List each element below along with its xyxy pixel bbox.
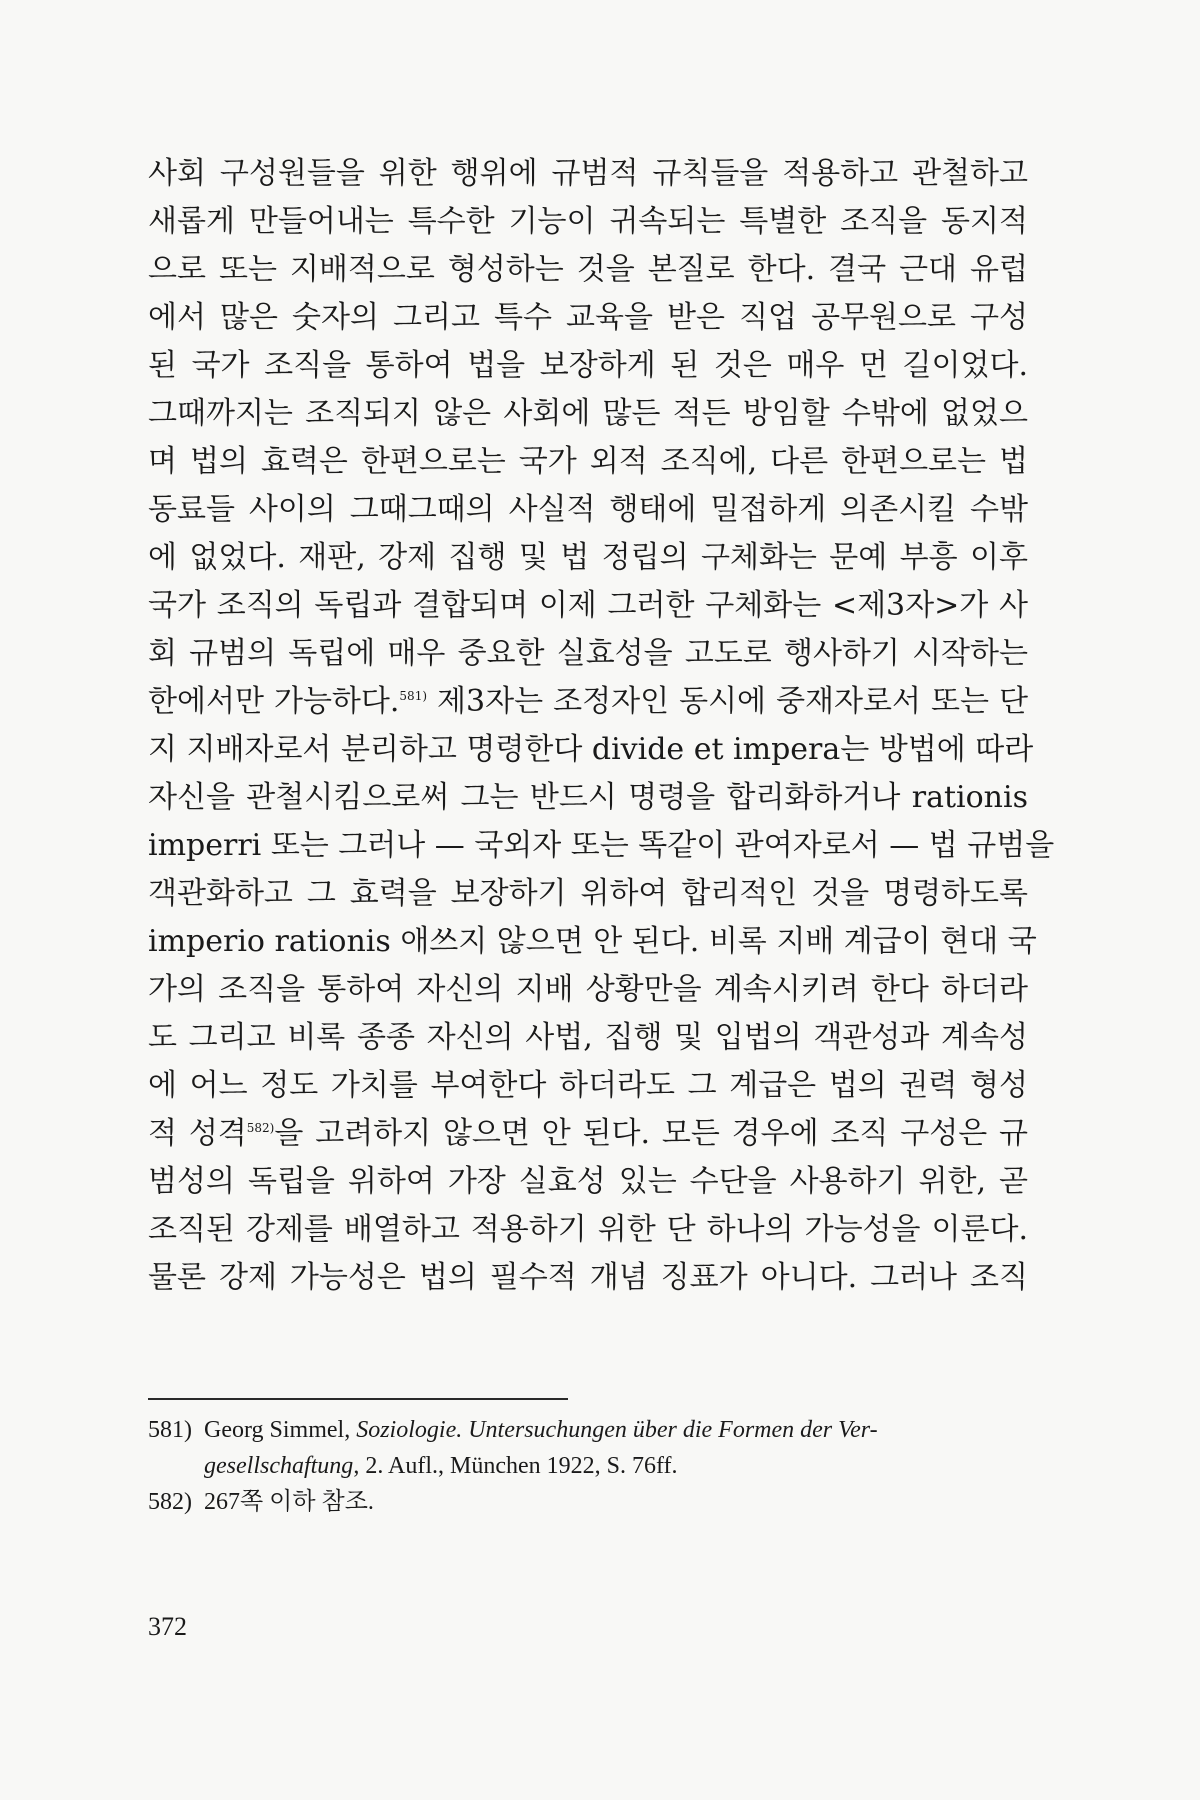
text-line: 가의 조직을 통하여 자신의 지배 상황만을 계속시키려 한다 하더라 [148, 972, 1028, 1007]
page-number: 372 [148, 1612, 187, 1641]
text-line-with-footnote-ref [148, 678, 1028, 726]
footnote-582 [148, 1484, 1028, 1520]
footnote-divider [148, 1398, 568, 1400]
text-line: imperio rationis 애쓰지 않으면 안 된다. 비록 지배 계급이 현대 국 [148, 924, 1037, 959]
body-text [148, 150, 1055, 1302]
text-line: 회 규범의 독립에 매우 중요한 실효성을 고도로 행사하기 시작하는 [148, 636, 1028, 671]
text-line: 새롭게 만들어내는 특수한 기능이 귀속되는 특별한 조직을 동지적 [148, 204, 1028, 239]
text-segment: 적 성격 [148, 1116, 247, 1151]
text-line: 에 어느 정도 가치를 부여한다 하더라도 그 계급은 법의 권력 형성 [148, 1068, 1028, 1103]
text-line: 객관화하고 그 효력을 보장하기 위하여 합리적인 것을 명령하도록 [148, 876, 1028, 911]
text-line: 지 지배자로서 분리하고 명령한다 divide et impera는 방법에 따라 [148, 732, 1034, 767]
text-line: imperri 또는 그러나 — 국외자 또는 똑같이 관여자로서 — 법 규범을 [148, 828, 1055, 863]
text-line: 에 없었다. 재판, 강제 집행 및 법 정립의 구체화는 문예 부흥 이후 [148, 540, 1028, 575]
text-segment: 제3자는 조정자인 동시에 중재자로서 또는 단 [427, 684, 1028, 719]
footnote-title: gesellschaftung [204, 1453, 354, 1479]
text-line: 에서 많은 숫자의 그리고 특수 교육을 받은 직업 공무원으로 구성 [148, 300, 1028, 335]
text-line: 도 그리고 비록 종종 자신의 사법, 집행 및 입법의 객관성과 계속성 [148, 1020, 1028, 1055]
footnote-ref-581[interactable]: 581) [399, 689, 428, 703]
text-line: 된 국가 조직을 통하여 법을 보장하게 된 것은 매우 먼 길이었다. [148, 348, 1028, 383]
text-line: 국가 조직의 독립과 결합되며 이제 그러한 구체화는 <제3자>가 사 [148, 588, 1028, 623]
text-line: 조직된 강제를 배열하고 적용하기 위한 단 하나의 가능성을 이룬다. [148, 1212, 1028, 1247]
footnote-number: 581) [148, 1417, 192, 1443]
text-line: 물론 강제 가능성은 법의 필수적 개념 징표가 아니다. 그러나 조직 [148, 1260, 1028, 1295]
footnote-number: 582) [148, 1489, 192, 1515]
footnote-581 [148, 1412, 1028, 1484]
text-line: 며 법의 효력은 한편으로는 국가 외적 조직에, 다른 한편으로는 법 [148, 444, 1028, 479]
footnote-ref-582[interactable]: 582) [246, 1121, 275, 1135]
text-line: 사회 구성원들을 위한 행위에 규범적 규칙들을 적용하고 관철하고 [148, 156, 1028, 191]
text-segment: 한에서만 가능하다. [148, 684, 400, 719]
text-line: 동료들 사이의 그때그때의 사실적 행태에 밀접하게 의존시킬 수밖 [148, 492, 1028, 527]
footnote-text: 267쪽 이하 참조. [204, 1489, 374, 1515]
footnote-details: , 2. Aufl., München 1922, S. 76ff. [353, 1453, 678, 1479]
text-line: 그때까지는 조직되지 않은 사회에 많든 적든 방임할 수밖에 없었으 [148, 396, 1028, 431]
text-line: 으로 또는 지배적으로 형성하는 것을 본질로 한다. 결국 근대 유럽 [148, 252, 1028, 287]
footnote-title: Soziologie. Untersuchungen über die Formen der Ver- [356, 1417, 878, 1443]
text-line: 범성의 독립을 위하여 가장 실효성 있는 수단을 사용하기 위한, 곧 [148, 1164, 1028, 1199]
text-line-with-footnote-ref [148, 1110, 1028, 1158]
footnotes [148, 1412, 1028, 1520]
footnote-author: Georg Simmel, [204, 1417, 357, 1443]
text-segment: 을 고려하지 않으면 안 된다. 모든 경우에 조직 구성은 규 [274, 1116, 1028, 1151]
text-line: 자신을 관철시킴으로써 그는 반드시 명령을 합리화하거나 rationis [148, 780, 1028, 815]
footnote-continuation [148, 1448, 1028, 1484]
